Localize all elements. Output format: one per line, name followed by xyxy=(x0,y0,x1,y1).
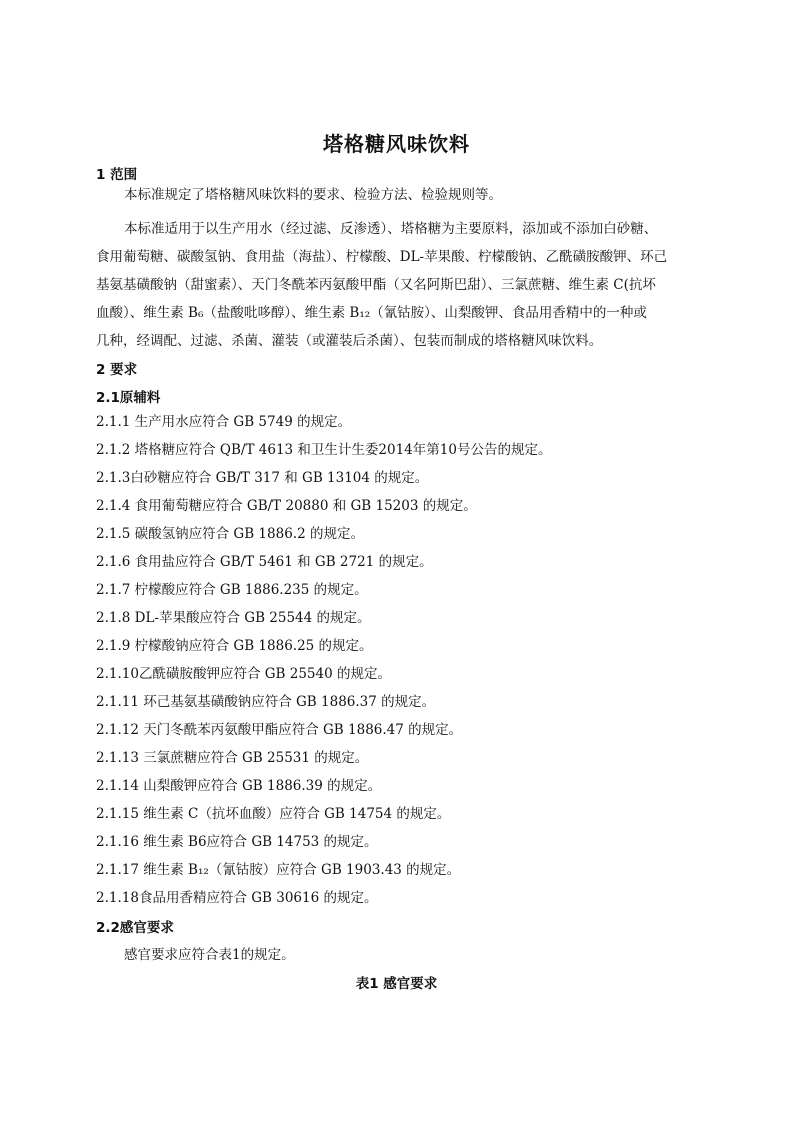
list-item: 2.1.6 食用盐应符合 GB/T 5461 和 GB 2721 的规定。 xyxy=(96,554,433,570)
list-item: 2.1.7 柠檬酸应符合 GB 1886.235 的规定。 xyxy=(96,582,368,598)
list-item: 2.1.9 柠檬酸钠应符合 GB 1886.25 的规定。 xyxy=(96,638,373,654)
list-item: 2.1.16 维生素 B6应符合 GB 14753 的规定。 xyxy=(96,834,378,850)
list-item: 2.1.12 天门冬酰苯丙氨酸甲酯应符合 GB 1886.47 的规定。 xyxy=(96,722,463,738)
scope-line: 几种，经调配、过滤、杀菌、灌装（或灌装后杀菌）、包装而制成的塔格糖风味饮料。 xyxy=(96,333,603,349)
list-item: 2.1.18食品用香精应符合 GB 30616 的规定。 xyxy=(96,890,378,906)
list-item: 2.1.17 维生素 B₁₂（氰钴胺）应符合 GB 1903.43 的规定。 xyxy=(96,862,461,878)
table-caption: 表1 感官要求 xyxy=(355,976,438,992)
list-item: 2.1.14 山梨酸钾应符合 GB 1886.39 的规定。 xyxy=(96,778,382,794)
list-item: 2.1.11 环己基氨基磺酸钠应符合 GB 1886.37 的规定。 xyxy=(96,694,436,710)
section-2-heading: 2 要求 xyxy=(96,362,138,378)
list-item: 2.1.13 三氯蔗糖应符合 GB 25531 的规定。 xyxy=(96,750,369,766)
list-item: 2.1.4 食用葡萄糖应符合 GB/T 20880 和 GB 15203 的规定。 xyxy=(96,498,477,514)
document-title: 塔格糖风味饮料 xyxy=(323,132,470,156)
list-item: 2.1.15 维生素 C（抗坏血酸）应符合 GB 14754 的规定。 xyxy=(96,806,451,822)
scope-line: 血酸）、维生素 B₆（盐酸吡哆醇）、维生素 B₁₂（氰钴胺）、山梨酸钾、食品用香精中的一种或 xyxy=(96,305,647,321)
sensory-paragraph: 感官要求应符合表1的规定。 xyxy=(124,947,295,963)
scope-line: 基氨基磺酸钠（甜蜜素）、天门冬酰苯丙氨酸甲酯（又名阿斯巴甜）、三氯蔗糖、维生素 C(抗坏 xyxy=(96,277,656,293)
list-item: 2.1.2 塔格糖应符合 QB/T 4613 和卫生计生委2014年第10号公告的规定。 xyxy=(96,442,552,458)
list-item: 2.1.1 生产用水应符合 GB 5749 的规定。 xyxy=(96,414,352,430)
scope-line: 食用葡萄糖、碳酸氢钠、食用盐（海盐）、柠檬酸、DL-苹果酸、柠檬酸钠、乙酰磺胺酸钾、环己 xyxy=(96,249,668,265)
scope-line: 本标准适用于以生产用水（经过滤、反渗透）、塔格糖为主要原料，添加或不添加白砂糖、 xyxy=(124,221,658,237)
section-2-1-heading: 2.1原辅料 xyxy=(96,390,161,406)
scope-paragraph-1: 本标准规定了塔格糖风味饮料的要求、检验方法、检验规则等。 xyxy=(124,187,502,203)
list-item: 2.1.5 碳酸氢钠应符合 GB 1886.2 的规定。 xyxy=(96,526,364,542)
section-1-heading: 1 范围 xyxy=(96,167,138,183)
list-item: 2.1.3白砂糖应符合 GB/T 317 和 GB 13104 的规定。 xyxy=(96,470,429,486)
section-2-2-heading: 2.2感官要求 xyxy=(96,920,174,936)
list-item: 2.1.10乙酰磺胺酸钾应符合 GB 25540 的规定。 xyxy=(96,666,391,682)
list-item: 2.1.8 DL-苹果酸应符合 GB 25544 的规定。 xyxy=(96,610,371,626)
scope-paragraph-2 xyxy=(96,215,706,355)
